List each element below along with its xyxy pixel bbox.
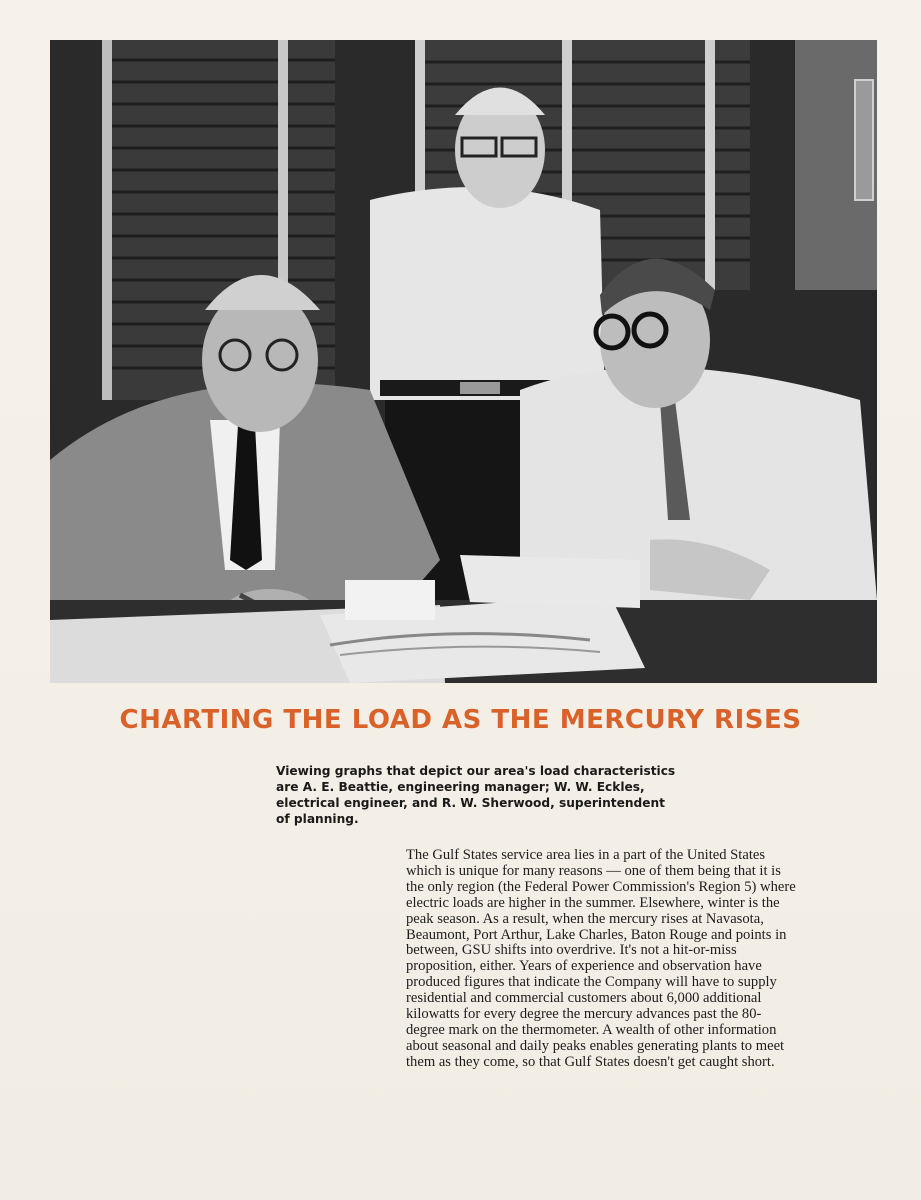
photo-caption: Viewing graphs that depict our area's load characteristics are A. E. Beattie, engineering manager; W. W. Eckles, electrical engineer, and R. W. Sherwood, superintendent of planning. [276,764,676,826]
article-body: The Gulf States service area lies in a part of the United States which is unique for many reasons — one of them being that it is the only region (the Federal Power Commission's Region 5) where electric loads are higher in the summer. Elsewhere, winter is the peak season. As a result, when the mercury rises at Navasota, Beaumont, Port Arthur, Lake Charles, Baton Rouge and points in between, GSU shifts into overdrive. It's not a hit-or-miss proposition, either. Years of experience and observation have produced figures that indicate the Company will have to supply residential and commercial customers about 6,000 additional kilowatts for every degree the mercury advances past the 80-degree mark on the thermometer. A wealth of other information about seasonal and daily peaks enables generating plants to meet them as they come, so that Gulf States doesn't get caught short. [406,847,796,1070]
photo-three-men-reviewing-graphs [50,40,877,683]
headline: CHARTING THE LOAD AS THE MERCURY RISES [119,705,802,735]
